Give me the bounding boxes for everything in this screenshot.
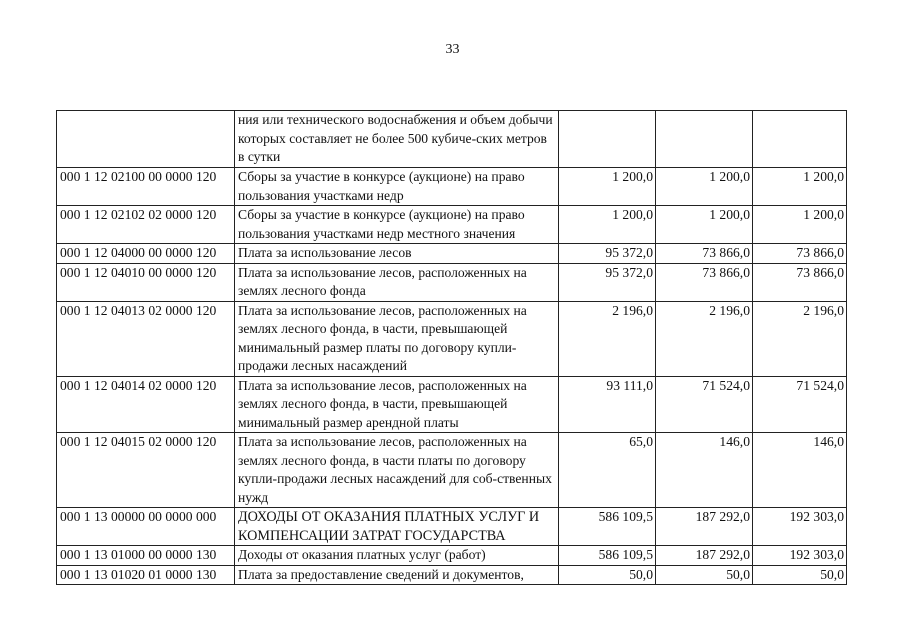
cell-name: Плата за использование лесов bbox=[235, 244, 559, 264]
table-row bbox=[57, 168, 847, 206]
cell-value-3: 2 196,0 bbox=[753, 301, 847, 376]
table-row bbox=[57, 244, 847, 264]
cell-value-2: 71 524,0 bbox=[656, 376, 753, 433]
cell-code bbox=[57, 111, 235, 168]
cell-code: 000 1 12 04000 00 0000 120 bbox=[57, 244, 235, 264]
cell-value-2: 50,0 bbox=[656, 565, 753, 585]
cell-value-3: 192 303,0 bbox=[753, 508, 847, 546]
table-row bbox=[57, 263, 847, 301]
cell-value-1: 586 109,5 bbox=[559, 508, 656, 546]
cell-value-1: 95 372,0 bbox=[559, 263, 656, 301]
page-number: 33 bbox=[445, 42, 460, 57]
cell-name: Плата за использование лесов, расположенных на землях лесного фонда, в части, превышающей минимальный размер платы по договору купли-продажи лесных насаждений bbox=[235, 301, 559, 376]
cell-value-1: 1 200,0 bbox=[559, 168, 656, 206]
cell-value-2: 187 292,0 bbox=[656, 508, 753, 546]
cell-value-3: 50,0 bbox=[753, 565, 847, 585]
cell-value-1: 586 109,5 bbox=[559, 546, 656, 566]
table-row bbox=[57, 565, 847, 585]
cell-value-3: 146,0 bbox=[753, 433, 847, 508]
cell-code: 000 1 13 01000 00 0000 130 bbox=[57, 546, 235, 566]
cell-value-1: 65,0 bbox=[559, 433, 656, 508]
cell-value-2: 1 200,0 bbox=[656, 206, 753, 244]
cell-value-3 bbox=[753, 111, 847, 168]
cell-value-2: 73 866,0 bbox=[656, 244, 753, 264]
cell-name: ДОХОДЫ ОТ ОКАЗАНИЯ ПЛАТНЫХ УСЛУГ И КОМПЕНСАЦИИ ЗАТРАТ ГОСУДАРСТВА bbox=[235, 508, 559, 546]
cell-code: 000 1 12 02102 02 0000 120 bbox=[57, 206, 235, 244]
cell-value-1: 2 196,0 bbox=[559, 301, 656, 376]
table-row bbox=[57, 508, 847, 546]
cell-code: 000 1 12 04010 00 0000 120 bbox=[57, 263, 235, 301]
cell-code: 000 1 12 04015 02 0000 120 bbox=[57, 433, 235, 508]
cell-name: Сборы за участие в конкурсе (аукционе) на право пользования участками недр bbox=[235, 168, 559, 206]
cell-value-2: 73 866,0 bbox=[656, 263, 753, 301]
table-row bbox=[57, 433, 847, 508]
cell-value-1: 50,0 bbox=[559, 565, 656, 585]
cell-value-1: 93 111,0 bbox=[559, 376, 656, 433]
cell-value-3: 73 866,0 bbox=[753, 263, 847, 301]
cell-code: 000 1 12 04014 02 0000 120 bbox=[57, 376, 235, 433]
cell-name: Сборы за участие в конкурсе (аукционе) на право пользования участками недр местного значения bbox=[235, 206, 559, 244]
cell-value-1: 1 200,0 bbox=[559, 206, 656, 244]
cell-name: ния или технического водоснабжения и объем добычи которых составляет не более 500 кубиче-ских метров в сутки bbox=[235, 111, 559, 168]
cell-name: Плата за предоставление сведений и документов, bbox=[235, 565, 559, 585]
table-row bbox=[57, 546, 847, 566]
cell-value-3: 71 524,0 bbox=[753, 376, 847, 433]
cell-value-2: 146,0 bbox=[656, 433, 753, 508]
table-row bbox=[57, 111, 847, 168]
cell-value-3: 192 303,0 bbox=[753, 546, 847, 566]
cell-value-1 bbox=[559, 111, 656, 168]
cell-value-3: 1 200,0 bbox=[753, 168, 847, 206]
table-row bbox=[57, 206, 847, 244]
cell-value-2 bbox=[656, 111, 753, 168]
cell-name: Плата за использование лесов, расположенных на землях лесного фонда, в части платы по договору купли-продажи лесных насаждений для соб-ственных нужд bbox=[235, 433, 559, 508]
cell-name: Доходы от оказания платных услуг (работ) bbox=[235, 546, 559, 566]
cell-name: Плата за использование лесов, расположенных на землях лесного фонда bbox=[235, 263, 559, 301]
cell-code: 000 1 12 04013 02 0000 120 bbox=[57, 301, 235, 376]
cell-name: Плата за использование лесов, расположенных на землях лесного фонда, в части, превышающей минимальный размер арендной платы bbox=[235, 376, 559, 433]
cell-value-2: 187 292,0 bbox=[656, 546, 753, 566]
cell-code: 000 1 13 00000 00 0000 000 bbox=[57, 508, 235, 546]
cell-value-3: 73 866,0 bbox=[753, 244, 847, 264]
table-row bbox=[57, 376, 847, 433]
table-row bbox=[57, 301, 847, 376]
budget-table bbox=[56, 110, 847, 585]
cell-value-1: 95 372,0 bbox=[559, 244, 656, 264]
cell-value-2: 2 196,0 bbox=[656, 301, 753, 376]
cell-value-2: 1 200,0 bbox=[656, 168, 753, 206]
cell-code: 000 1 13 01020 01 0000 130 bbox=[57, 565, 235, 585]
cell-value-3: 1 200,0 bbox=[753, 206, 847, 244]
cell-code: 000 1 12 02100 00 0000 120 bbox=[57, 168, 235, 206]
